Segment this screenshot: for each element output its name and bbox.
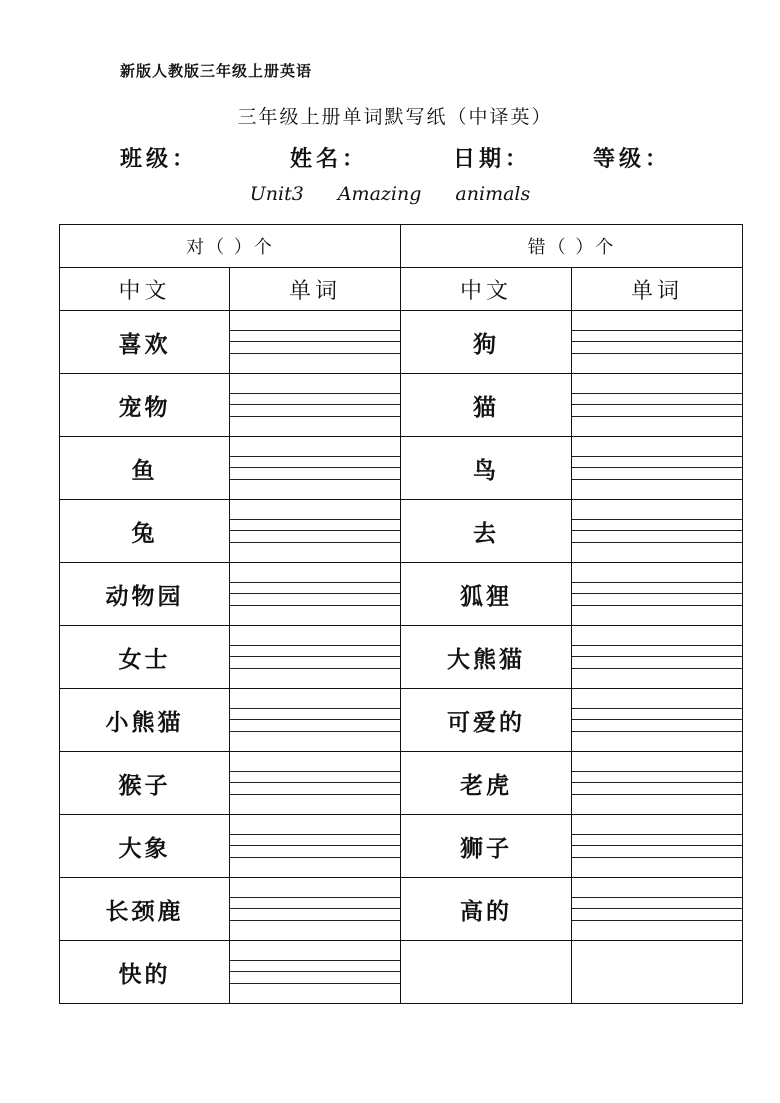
answer-cell-right[interactable] — [572, 311, 743, 374]
answer-cell-right[interactable] — [572, 563, 743, 626]
class-label: 班级： — [120, 146, 199, 172]
chinese-word-right: 鸟 — [401, 437, 572, 500]
writing-lines[interactable] — [230, 626, 400, 688]
writing-lines[interactable] — [230, 374, 400, 436]
document-subtitle: 新版人教版三年级上册英语 — [120, 62, 313, 80]
answer-cell-right[interactable] — [572, 374, 743, 437]
answer-cell-right[interactable] — [572, 437, 743, 500]
col-header-chinese-right: 中文 — [401, 268, 572, 311]
writing-lines[interactable] — [230, 941, 400, 1003]
chinese-word-right: 猫 — [401, 374, 572, 437]
writing-lines[interactable] — [230, 878, 400, 940]
writing-lines[interactable] — [572, 374, 742, 436]
chinese-word-left: 鱼 — [60, 437, 230, 500]
answer-cell-left[interactable] — [230, 500, 401, 563]
chinese-word-right: 狐狸 — [401, 563, 572, 626]
unit-title: Unit3 Amazing animals — [249, 183, 531, 205]
chinese-word-left: 兔 — [60, 500, 230, 563]
chinese-word-left: 动物园 — [60, 563, 230, 626]
writing-lines[interactable] — [572, 815, 742, 877]
answer-cell-left[interactable] — [230, 752, 401, 815]
writing-lines[interactable] — [572, 878, 742, 940]
col-header-chinese-left: 中文 — [60, 268, 230, 311]
chinese-word-right: 狗 — [401, 311, 572, 374]
table-row — [60, 815, 743, 878]
date-label: 日期： — [453, 146, 532, 172]
answer-cell-left[interactable] — [230, 626, 401, 689]
writing-lines[interactable] — [572, 437, 742, 499]
vocabulary-table — [59, 224, 743, 1004]
worksheet-title: 三年级上册单词默写纸（中译英） — [237, 106, 553, 128]
chinese-word-right — [401, 941, 572, 1004]
writing-lines[interactable] — [572, 311, 742, 373]
writing-lines[interactable] — [230, 563, 400, 625]
writing-lines[interactable] — [572, 689, 742, 751]
chinese-word-right: 去 — [401, 500, 572, 563]
table-row — [60, 563, 743, 626]
writing-lines[interactable] — [230, 311, 400, 373]
table-row — [60, 374, 743, 437]
answer-cell-right[interactable] — [572, 626, 743, 689]
writing-lines[interactable] — [230, 752, 400, 814]
writing-lines[interactable] — [572, 626, 742, 688]
col-header-word-left: 单词 — [230, 268, 401, 311]
writing-lines[interactable] — [230, 437, 400, 499]
answer-cell-left[interactable] — [230, 563, 401, 626]
writing-lines[interactable] — [230, 689, 400, 751]
table-row — [60, 626, 743, 689]
answer-cell-left[interactable] — [230, 941, 401, 1004]
table-row — [60, 752, 743, 815]
table-row — [60, 500, 743, 563]
chinese-word-right: 可爱的 — [401, 689, 572, 752]
chinese-word-left: 小熊猫 — [60, 689, 230, 752]
chinese-word-left: 宠物 — [60, 374, 230, 437]
answer-cell-right[interactable] — [572, 500, 743, 563]
table-row — [60, 941, 743, 1004]
table-row — [60, 689, 743, 752]
writing-lines[interactable] — [572, 563, 742, 625]
writing-lines[interactable] — [230, 815, 400, 877]
table-row — [60, 878, 743, 941]
answer-cell-right[interactable] — [572, 689, 743, 752]
writing-lines[interactable] — [230, 500, 400, 562]
chinese-word-left: 长颈鹿 — [60, 878, 230, 941]
writing-lines[interactable] — [572, 500, 742, 562]
chinese-word-left: 喜欢 — [60, 311, 230, 374]
answer-cell-left[interactable] — [230, 689, 401, 752]
table-row — [60, 437, 743, 500]
answer-cell-right[interactable] — [572, 815, 743, 878]
chinese-word-right: 老虎 — [401, 752, 572, 815]
answer-cell-left[interactable] — [230, 878, 401, 941]
answer-cell-right[interactable] — [572, 941, 743, 1004]
answer-cell-right[interactable] — [572, 752, 743, 815]
chinese-word-right: 狮子 — [401, 815, 572, 878]
chinese-word-left: 女士 — [60, 626, 230, 689]
answer-cell-left[interactable] — [230, 374, 401, 437]
name-label: 姓名： — [290, 146, 369, 172]
answer-cell-left[interactable] — [230, 311, 401, 374]
chinese-word-left: 快的 — [60, 941, 230, 1004]
chinese-word-left: 猴子 — [60, 752, 230, 815]
col-header-word-right: 单词 — [572, 268, 743, 311]
correct-count-cell[interactable]: 对（ ）个 — [60, 225, 401, 268]
answer-cell-left[interactable] — [230, 815, 401, 878]
writing-lines[interactable] — [572, 752, 742, 814]
chinese-word-left: 大象 — [60, 815, 230, 878]
answer-cell-right[interactable] — [572, 878, 743, 941]
answer-cell-left[interactable] — [230, 437, 401, 500]
wrong-count-cell[interactable]: 错（ ）个 — [401, 225, 743, 268]
chinese-word-right: 高的 — [401, 878, 572, 941]
table-row — [60, 311, 743, 374]
chinese-word-right: 大熊猫 — [401, 626, 572, 689]
grade-label: 等级： — [593, 146, 672, 172]
